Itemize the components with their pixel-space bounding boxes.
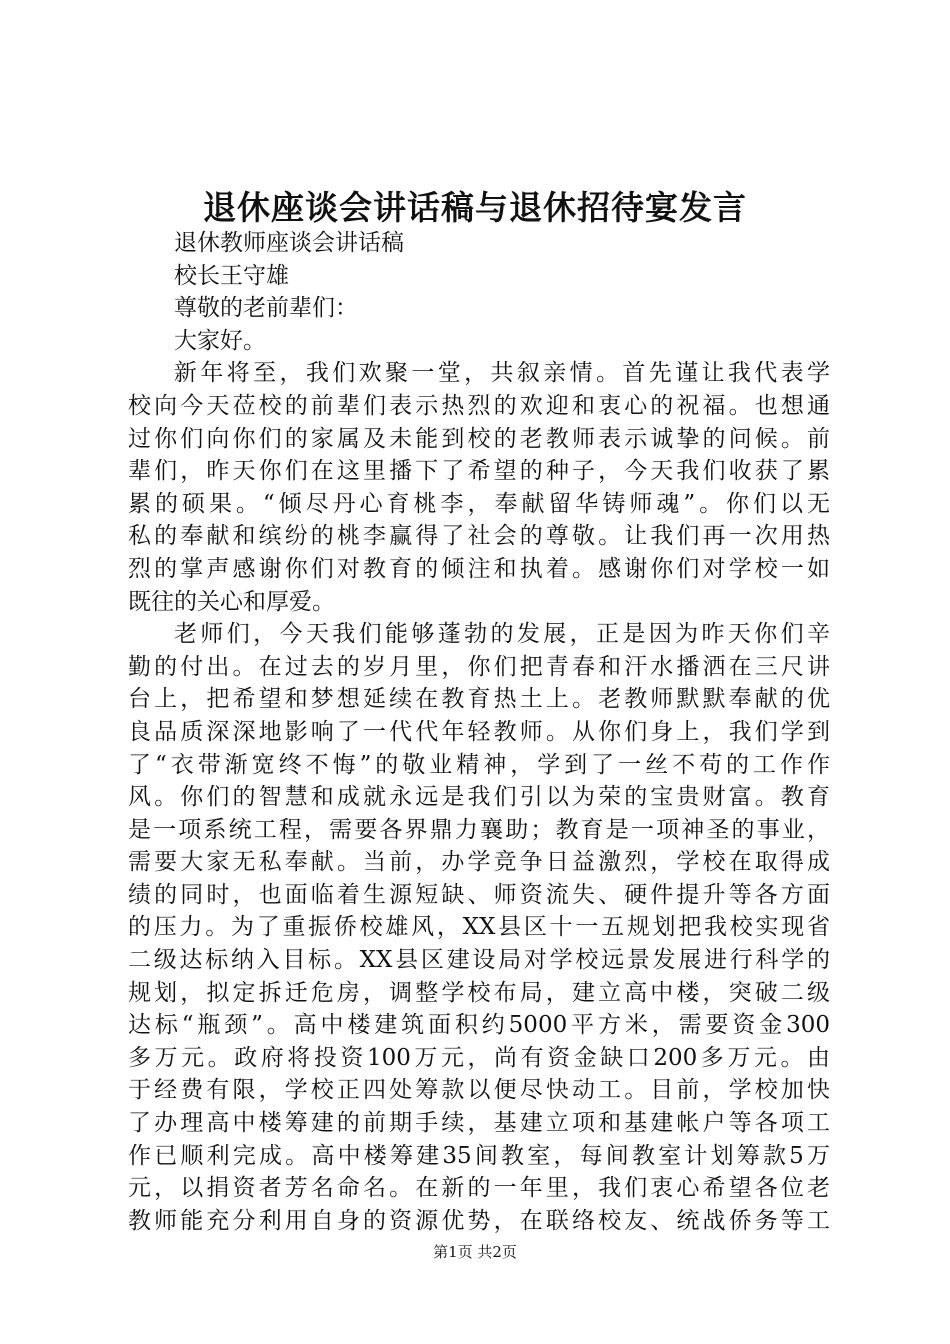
text-line: 需要大家无私奉献。当前，办学竞争日益激烈，学校在取得成 xyxy=(128,849,830,876)
text-line: 既往的关心和厚爱。 xyxy=(128,588,335,615)
document-body xyxy=(128,227,830,1237)
text-line: 的压力。为了重振侨校雄风，XX县区十一五规划把我校实现省 xyxy=(128,914,830,941)
text-line: 台上，把希望和梦想延续在教育热土上。老教师默默奉献的优 xyxy=(128,686,830,713)
text-line: 达标“瓶颈”。高中楼建筑面积约5000平方米，需要资金300 xyxy=(128,1012,830,1039)
text-line: 作已顺利完成。高中楼筹建35间教室，每间教室计划筹款5万 xyxy=(128,1142,830,1169)
text-line: 多万元。政府将投资100万元，尚有资金缺口200多万元。由 xyxy=(128,1044,830,1071)
text-line: 绩的同时，也面临着生源短缺、师资流失、硬件提升等各方面 xyxy=(128,881,830,908)
text-line: 了办理高中楼筹建的前期手续，基建立项和基建帐户等各项工 xyxy=(128,1110,830,1137)
page-footer: 第1页 共2页 xyxy=(433,1243,517,1261)
text-line: 退休教师座谈会讲话稿 xyxy=(174,230,404,256)
text-line: 了“衣带渐宽终不悔”的敬业精神，学到了一丝不苟的工作作 xyxy=(128,751,830,778)
text-line: 辈们，昨天你们在这里播下了希望的种子，今天我们收获了累 xyxy=(128,458,830,485)
document-title: 退休座谈会讲话稿与退休招待宴发言 xyxy=(203,188,747,227)
text-line: 良品质深深地影响了一代代年轻教师。从你们身上，我们学到 xyxy=(128,718,830,745)
text-line: 新年将至，我们欢聚一堂，共叙亲情。首先谨让我代表学 xyxy=(174,360,830,387)
text-line: 过你们向你们的家属及未能到校的老教师表示诚挚的问候。前 xyxy=(128,425,830,452)
text-line: 是一项系统工程，需要各界鼎力襄助；教育是一项神圣的事业， xyxy=(128,816,830,843)
text-line: 风。你们的智慧和成就永远是我们引以为荣的宝贵财富。教育 xyxy=(128,784,830,811)
text-line: 勤的付出。在过去的岁月里，你们把青春和汗水播洒在三尺讲 xyxy=(128,653,830,680)
text-line: 私的奉献和缤纷的桃李赢得了社会的尊敬。让我们再一次用热 xyxy=(128,523,830,550)
text-line: 校长王守雄 xyxy=(174,262,289,289)
text-line: 累的硕果。“倾尽丹心育桃李，奉献留华铸师魂”。你们以无 xyxy=(128,490,830,517)
text-line: 教师能充分利用自身的资源优势，在联络校友、统战侨务等工 xyxy=(128,1207,830,1234)
text-line: 大家好。 xyxy=(174,327,266,354)
text-line: 烈的掌声感谢你们对教育的倾注和执着。感谢你们对学校一如 xyxy=(128,555,830,582)
text-line: 老师们，今天我们能够蓬勃的发展，正是因为昨天你们辛 xyxy=(174,621,830,648)
text-line: 于经费有限，学校正四处筹款以便尽快动工。目前，学校加快 xyxy=(128,1077,830,1104)
text-line: 规划，拟定拆迁危房，调整学校布局，建立高中楼，突破二级 xyxy=(128,979,830,1006)
text-line: 尊敬的老前辈们： xyxy=(174,295,358,322)
text-line: 校向今天莅校的前辈们表示热烈的欢迎和衷心的祝福。也想通 xyxy=(128,392,830,419)
text-line: 二级达标纳入目标。XX县区建设局对学校远景发展进行科学的 xyxy=(128,947,830,974)
text-line: 元，以捐资者芳名命名。在新的一年里，我们衷心希望各位老 xyxy=(128,1175,830,1202)
